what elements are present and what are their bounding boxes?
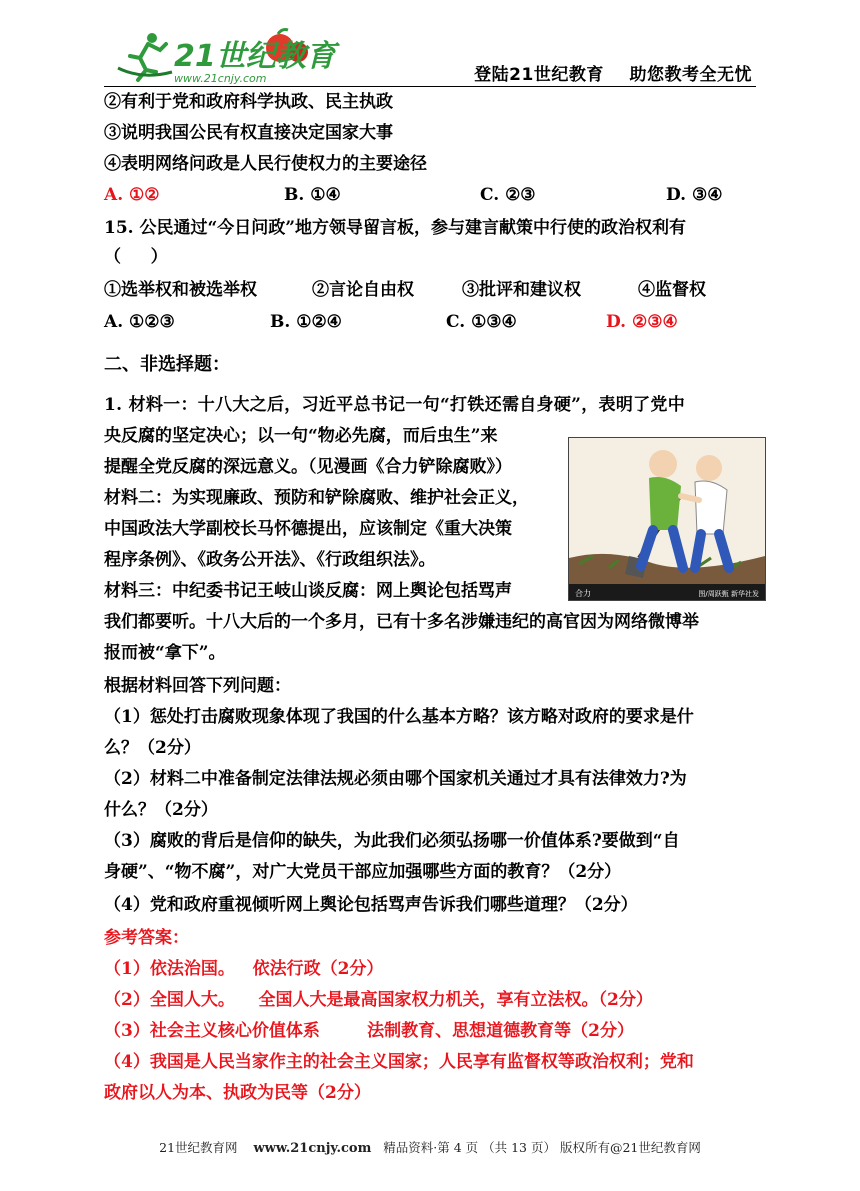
- q14-choice-a-answer: A. ①②: [104, 185, 160, 205]
- q15-item-3: ③批评和建议权: [462, 280, 581, 300]
- section-title: 二、非选择题：: [104, 354, 230, 375]
- question-3-line-2: 身硬”、“物不腐”，对广大党员干部应加强哪些方面的教育？（2分）: [104, 862, 622, 882]
- q15-item-2: ②言论自由权: [312, 280, 414, 300]
- q14-choice-d: D. ③④: [666, 185, 723, 205]
- footer-url[interactable]: www.21cnjy.com: [253, 1141, 372, 1156]
- q15-choice-b: B. ①②④: [270, 312, 342, 332]
- material-1-line-3: 提醒全党反腐的深远意义。（见漫画《合力铲除腐败》）: [104, 457, 512, 477]
- header-divider: [104, 86, 756, 87]
- q15-stem: 15. 公民通过“今日问政”地方领导留言板，参与建言献策中行使的政治权利有: [104, 218, 687, 238]
- cartoon-illustration: [568, 437, 766, 601]
- q14-option-3: ③说明我国公民有权直接决定国家大事: [104, 123, 393, 143]
- question-2-line-1: （2）材料二中准备制定法律法规必须由哪个国家机关通过才具有法律效力?为: [104, 769, 687, 789]
- svg-text:图/周跃甄 新华社发: 图/周跃甄 新华社发: [698, 590, 759, 598]
- question-prompt: 根据材料回答下列问题：: [104, 676, 291, 696]
- svg-text:www.21cnjy.com: www.21cnjy.com: [174, 72, 267, 85]
- material-2-line-1: 材料二：为实现廉政、预防和铲除腐败、维护社会正义，: [104, 488, 529, 508]
- question-3-line-1: （3）腐败的背后是信仰的缺失，为此我们必须弘扬哪一价值体系?要做到“自: [104, 831, 680, 851]
- material-3-line-2: 我们都要听。十八大后的一个多月，已有十多名涉嫌违纪的高官因为网络微博举: [104, 612, 699, 632]
- q15-choice-a: A. ①②③: [104, 312, 175, 332]
- page-footer: [0, 1138, 860, 1156]
- question-1-line-1: （1）惩处打击腐败现象体现了我国的什么基本方略？该方略对政府的要求是什: [104, 707, 694, 727]
- answer-4-line-2: 政府以人为本、执政为民等（2分）: [104, 1083, 371, 1103]
- q15-item-4: ④监督权: [638, 280, 706, 300]
- q14-option-2: ②有利于党和政府科学执政、民主执政: [104, 92, 393, 112]
- q14-option-4: ④表明网络问政是人民行使权力的主要途径: [104, 154, 427, 174]
- q15-item-1: ①选举权和被选举权: [104, 280, 257, 300]
- svg-text:合力: 合力: [575, 589, 591, 598]
- footer-site: 21世纪教育网: [159, 1140, 238, 1155]
- question-1-line-2: 么？（2分）: [104, 738, 201, 758]
- site-logo: [112, 26, 336, 86]
- material-2-line-2: 中国政法大学副校长马怀德提出，应该制定《重大决策: [104, 519, 512, 539]
- cartoon-drawing: [569, 438, 765, 600]
- q14-choice-b: B. ①④: [284, 185, 341, 205]
- answer-3: （3）社会主义核心价值体系 法制教育、思想道德教育等（2分）: [104, 1021, 635, 1041]
- material-1-line-2: 央反腐的坚定决心；以一句“物必先腐，而后虫生”来: [104, 426, 498, 446]
- answer-1: （1）依法治国。 依法行政（2分）: [104, 959, 384, 979]
- page-header: [0, 0, 860, 90]
- material-3-line-3: 报而被“拿下”。: [104, 643, 226, 663]
- material-1-line-1: 1. 材料一：十八大之后，习近平总书记一句“打铁还需自身硬”，表明了党中: [104, 395, 686, 415]
- q14-choice-c: C. ②③: [480, 185, 536, 205]
- material-3-line-1: 材料三：中纪委书记王岐山谈反腐：网上舆论包括骂声: [104, 581, 512, 601]
- q15-choice-d-answer: D. ②③④: [606, 312, 678, 332]
- footer-info: 精品资料·第 4 页 （共 13 页） 版权所有@21世纪教育网: [383, 1140, 701, 1155]
- answer-title: 参考答案：: [104, 928, 189, 948]
- header-slogan: 登陆21世纪教育 助您教考全无忧: [474, 65, 752, 85]
- q15-blank: （ ）: [104, 247, 168, 267]
- q15-choice-c: C. ①③④: [446, 312, 517, 332]
- question-4: （4）党和政府重视倾听网上舆论包括骂声告诉我们哪些道理？（2分）: [104, 895, 638, 915]
- answer-2: （2）全国人大。 全国人大是最高国家权力机关，享有立法权。（2分）: [104, 990, 653, 1010]
- material-2-line-3: 程序条例》、《政务公开法》、《行政组织法》。: [104, 550, 436, 570]
- runner-icon: [118, 33, 172, 80]
- question-2-line-2: 什么？（2分）: [104, 800, 218, 820]
- answer-4-line-1: （4）我国是人民当家作主的社会主义国家；人民享有监督权等政治权利；党和: [104, 1052, 694, 1072]
- svg-text:21世纪教育: 21世纪教育: [174, 39, 336, 74]
